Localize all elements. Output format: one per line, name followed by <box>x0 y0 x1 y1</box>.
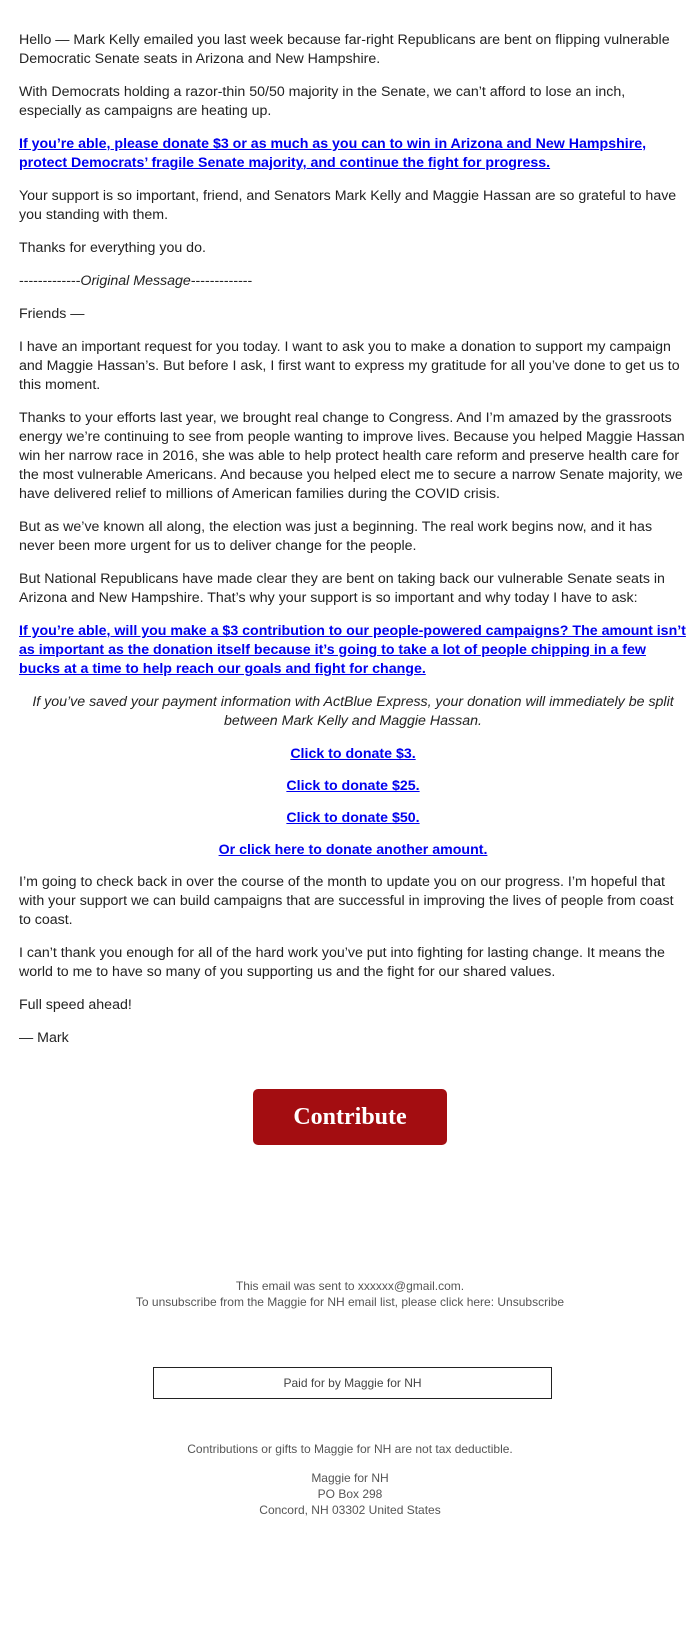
donate-other-row <box>19 841 687 860</box>
divider-dashes-right: ------------- <box>190 273 253 289</box>
donate-other-amount-link[interactable]: Or click here to donate another amount. <box>218 842 488 858</box>
letter-paragraph-4: But National Republicans have made clear they are bent on taking back our vulnerable Senate seats in Arizona and New Hampshire. That’s why your support is so important and why today I have to ask: <box>19 571 665 606</box>
donate-50-row <box>19 809 687 828</box>
letter-greeting: Friends — <box>19 306 85 322</box>
footer-sent-to: This email was sent to xxxxxx@gmail.com. <box>235 1279 465 1293</box>
actblue-express-note: If you’ve saved your payment information with ActBlue Express, your donation will immediately be split between Mark Kelly and Maggie Hassan. <box>32 694 674 729</box>
address-line-2: PO Box 298 <box>317 1487 383 1501</box>
donate-25-link[interactable]: Click to donate $25. <box>286 778 420 794</box>
letter-paragraph-1: I have an important request for you today. I want to ask you to make a donation to support my campaign and Maggie Hassan’s. But before I ask, I first want to express my gratitude for all you’ve done to get us to this moment. <box>19 339 680 393</box>
footer-tax-note: Contributions or gifts to Maggie for NH are not tax deductible. <box>187 1442 513 1456</box>
donate-25-row <box>19 777 687 796</box>
letter-signoff: — Mark <box>19 1030 69 1046</box>
letter-paragraph-7: Full speed ahead! <box>19 997 132 1013</box>
intro-paragraph-3: Your support is so important, friend, and Senators Mark Kelly and Maggie Hassan are so grateful to have you standing with them. <box>19 188 677 223</box>
footer-address <box>0 1470 700 1518</box>
contribute-button[interactable]: Contribute <box>253 1089 447 1145</box>
unsubscribe-link[interactable]: Unsubscribe <box>497 1295 565 1309</box>
footer-unsubscribe-text: To unsubscribe from the Maggie for NH email list, please click here: <box>135 1295 498 1309</box>
intro-paragraph-2: With Democrats holding a razor-thin 50/50 majority in the Senate, we can’t afford to lose an inch, especially as campaigns are heating up. <box>19 84 626 119</box>
donate-link-intro[interactable]: If you’re able, please donate $3 or as much as you can to win in Arizona and New Hampshire, protect Democrats’ fragile Senate majority, and continue the fight for progress. <box>19 136 647 171</box>
letter-paragraph-5: I’m going to check back in over the course of the month to update you on our progress. I’m hopeful that with your support we can build campaigns that are successful in improving the lives of people from coast to coast. <box>19 874 674 928</box>
letter-paragraph-2: Thanks to your efforts last year, we brought real change to Congress. And I’m amazed by the grassroots energy we’re continuing to see from people wanting to improve lives. Because you helped Maggie Hassan win her narrow race in 2016, she was able to help protect health care reform and preserve health care for the most vulnerable Americans. And because you helped elect me to secure a narrow Senate majority, we have delivered relief to millions of American families during the COVID crisis. <box>19 410 685 502</box>
donate-link-letter[interactable]: If you’re able, will you make a $3 contribution to our people-powered campaigns? The amount isn’t as important as the donation itself because it’s going to take a lot of people chipping in a few bucks at a time to help reach our goals and fight for change. <box>19 623 686 677</box>
donate-50-link[interactable]: Click to donate $50. <box>286 810 420 826</box>
email-body <box>19 31 687 1062</box>
donate-3-row <box>19 745 687 764</box>
address-line-3: Concord, NH 03302 United States <box>259 1503 441 1517</box>
original-message-label: Original Message <box>80 273 191 289</box>
footer-unsubscribe-line <box>0 1294 700 1310</box>
letter-donate-paragraph <box>19 622 687 679</box>
letter-paragraph-6: I can’t thank you enough for all of the hard work you’ve put into fighting for lasting change. It means the world to me to have so many of you supporting us and the fight for our shared values. <box>19 945 665 980</box>
divider-dashes-left: ------------- <box>19 273 81 289</box>
intro-donate-paragraph <box>19 135 687 173</box>
paid-for-box: Paid for by Maggie for NH <box>153 1367 552 1399</box>
intro-paragraph-4: Thanks for everything you do. <box>19 240 206 256</box>
letter-paragraph-3: But as we’ve known all along, the election was just a beginning. The real work begins now, and it has never been more urgent for us to deliver change for the people. <box>19 519 653 554</box>
footer-recipient-info <box>0 1278 700 1310</box>
intro-paragraph-1: Hello — Mark Kelly emailed you last week because far-right Republicans are bent on flipping vulnerable Democratic Senate seats in Arizona and New Hampshire. <box>19 32 670 67</box>
original-message-divider <box>19 272 687 291</box>
donate-3-link[interactable]: Click to donate $3. <box>290 746 416 762</box>
address-line-1: Maggie for NH <box>311 1471 389 1485</box>
contribute-button-wrap <box>0 1089 700 1145</box>
